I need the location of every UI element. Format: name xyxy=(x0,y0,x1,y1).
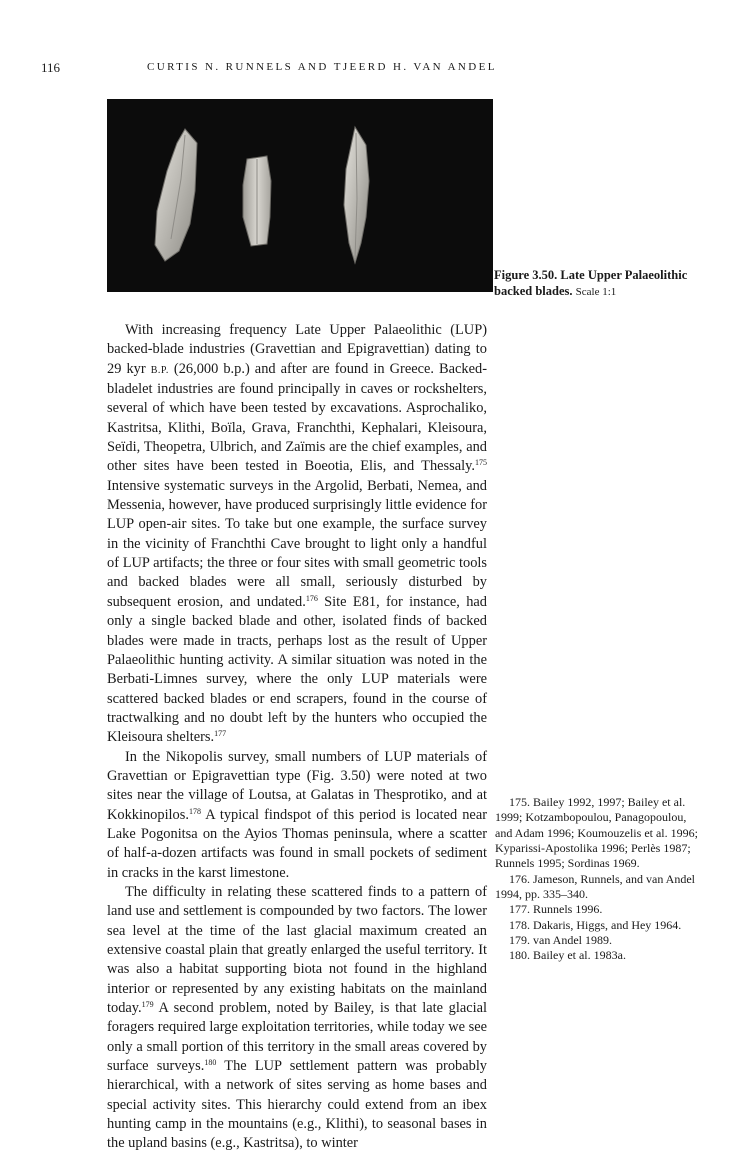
text-run: With increasing frequency Late Upper Palaeolithic (LUP) backed-blade industries (Gravettian and Epigravettian) dating to 29 kyr xyxy=(107,322,487,377)
footnote-ref-176[interactable]: 176 xyxy=(305,593,318,603)
main-text xyxy=(107,321,487,1154)
footnote-ref-179[interactable]: 179 xyxy=(141,1000,154,1010)
footnote-180: 180. Bailey et al. 1983a. xyxy=(509,948,626,963)
text-run: Intensive systematic surveys in the Argolid, Berbati, Nemea, and Messenia, however, have produced surprisingly little evidence for LUP open-air sites. To take but one example, the surface survey in the vicinity of Franchthi Cave brought to light only a handful of LUP artifacts; the three or four sites with small geometric tools and backed blades were all small, seriously disturbed by subsequent erosion, and undated. xyxy=(107,477,487,610)
footnote-ref-180[interactable]: 180 xyxy=(204,1058,217,1068)
text-run: Site E81, for instance, had only a single backed blade and other, isolated finds of backed blades were made in tracts, perhaps lost as the result of Upper Palaeolithic hunting activity. A similar situation was noted in the Berbati-Limnes survey, where the only LUP materials were scattered backed blades or end scrapers, found in the course of tractwalking and no doubt left by the hunters who occupied the Kleisoura shelters. xyxy=(107,593,487,746)
text-run: (26,000 b.p.) and after are found in Greece. Backed-bladelet industries are found principally in caves or rockshelters, several of which have been tested by excavations. Asprochaliko, Kastritsa, Klithi, Boïla, Grava, Franchthi, Kephalari, Kleisoura, Seïdi, Theopetra, Ulbrich, and Zaïmis are the chief examples, and other sites have been tested in Boeotia, Elis, and Thessaly. xyxy=(107,360,487,475)
backed-blades-illustration xyxy=(107,99,493,292)
text-run: A typical findspot of this period is located near Lake Pogonitsa on the Ayios Thomas peninsula, where a scatter of half-a-dozen artifacts was found in small pockets of sediment in cracks in the karst limestone. xyxy=(107,806,487,881)
footnote-175: 175. Bailey 1992, 1997; Bailey et al. 1999; Kotzambopoulou, Panagopoulou, and Adam 1996; Koumouzelis et al. 1996; Kyparissi-Apostolika 1996; Perlès 1987; Runnels 1995; Sordinas 1969. xyxy=(495,795,698,871)
footnote-ref-177[interactable]: 177 xyxy=(214,729,227,739)
footnotes xyxy=(495,795,701,964)
bp-abbrev: B.P. xyxy=(150,364,169,376)
caption-title: Figure 3.50. Late Upper Palaeolithic backed blades. xyxy=(494,268,688,298)
paragraph-1 xyxy=(107,321,487,748)
text-run: A second problem, noted by Bailey, is that late glacial foragers required large exploitation territories, while today we see only a small portion of this territory in the small areas covered by surface surveys. xyxy=(107,1000,487,1075)
footnote-ref-175[interactable]: 175 xyxy=(475,458,487,468)
text-run: The LUP settlement pattern was probably hierarchical, with a network of sites serving as home bases and special activity sites. This hierarchy could extend from an ibex hunting camp in the mountains (e.g., Klithi), to seasonal bases in the upland basins (e.g., Kastritsa), to winter xyxy=(107,1058,488,1152)
footnote-179: 179. van Andel 1989. xyxy=(509,933,612,948)
text-run: The difficulty in relating these scattered finds to a pattern of land use and settlement is compounded by two factors. The lower sea level at the time of the last glacial maximum created an extensive coastal plain that greatly enlarged the useful territory. It was also a habitat supporting biota not found in the highland interior or represented by any existing habitats on the mainland today. xyxy=(107,883,487,1017)
footnote-178: 178. Dakaris, Higgs, and Hey 1964. xyxy=(509,917,682,932)
page-number: 116 xyxy=(41,60,61,75)
figure-caption xyxy=(494,267,714,300)
text-run: In the Nikopolis survey, small numbers of LUP materials of Gravettian or Epigravettian type (Fig. 3.50) were noted at two sites near the village of Loutsa, at Galatas in Thesprotiko, and at Kokkinopilos. xyxy=(107,748,487,823)
footnote-176: 176. Jameson, Runnels, and van Andel 1994, pp. 335–340. xyxy=(495,871,695,902)
footnote-ref-178[interactable]: 178 xyxy=(188,806,201,816)
paragraph-2 xyxy=(107,748,487,883)
paragraph-3 xyxy=(107,883,487,1154)
caption-scale: Scale 1:1 xyxy=(575,286,617,298)
figure-photo-backed-blades xyxy=(107,99,493,292)
page-header xyxy=(0,60,748,80)
footnote-177: 177. Runnels 1996. xyxy=(509,902,603,917)
running-head: CURTIS N. RUNNELS AND TJEERD H. VAN ANDEL xyxy=(147,61,497,73)
